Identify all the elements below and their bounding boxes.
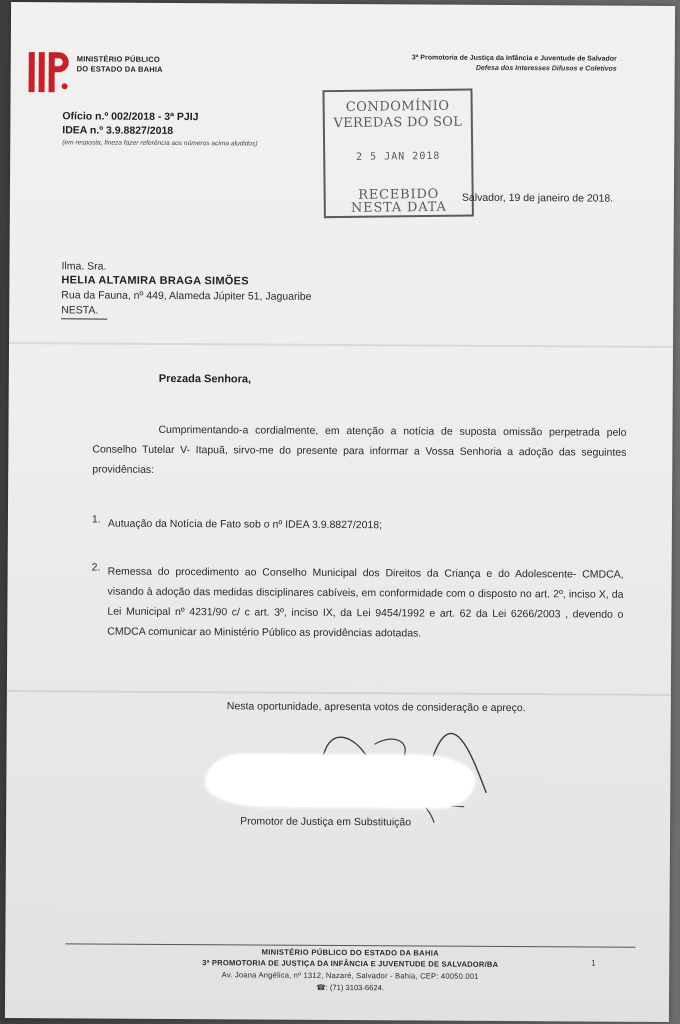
org-name-line2: DO ESTADO DA BAHIA: [76, 64, 163, 74]
stamp-line1: CONDOMÍNIO: [345, 98, 450, 115]
letter-paragraph: [92, 419, 626, 482]
paper-fold-line: [7, 690, 671, 696]
recipient-salutation: Ilma. Sra.: [61, 260, 107, 273]
list-item-text: Remessa do procedimento ao Conselho Municipal dos Direitos da Criança e do Adolescente- CMDCA, visando à adoção das medidas disciplinares cabíveis, em conformidade com o disposto no art. 2º, inciso X, da Lei Municipal nº 4231/90 c/ c art. 3º, inciso IX, da Lei 9454/1992 e art. 62 da Lei 6266/2003 , devendo o CMDCA comunicar ao Ministério Público as providências adotadas.: [107, 565, 624, 640]
footer-promotoria: 3ª PROMOTORIA DE JUSTIÇA DA INFÂNCIA E JUVENTUDE DE SALVADOR/BA: [202, 958, 499, 969]
stamp-line3: RECEBIDO: [358, 186, 440, 203]
redaction-blur: [206, 754, 474, 808]
idea-number: IDEA n.º 3.9.8827/2018: [62, 124, 174, 137]
footer-address: Av. Joana Angélica, nº 1312, Nazaré, Salvador - Bahia, CEP: 40050.001: [221, 970, 479, 981]
reference-note: (em resposta, fineza fazer referência aos números acima aludidos): [62, 139, 258, 148]
recipient-city: NESTA.: [61, 304, 99, 317]
list-item-number: 1.: [91, 513, 101, 526]
promotoria-subtitle: Defesa dos Interesses Difusos e Coletivos: [475, 64, 617, 73]
list-item-text: Autuação da Notícia de Fato sob o nº IDEA 3.9.8827/2018;: [107, 517, 383, 532]
document-date: Salvador, 19 de janeiro de 2018.: [461, 191, 614, 205]
received-stamp: [322, 89, 473, 219]
paragraph-text: Cumprimentando-a cordialmente, em atenção a notícia de suposta omissão perpetrada pelo Conselho Tutelar V- Itapuã, sirvo-me do presente para informar a Vossa Senhoria a adoção das seguintes providências:: [92, 423, 627, 476]
paper-fold-line: [9, 342, 673, 348]
promotoria-title: 3ª Promotoria de Justiça da Infância e Juventude de Salvador: [411, 54, 617, 63]
city-underline: [61, 318, 107, 319]
stamp-line4: NESTA DATA: [350, 199, 447, 216]
list-item-number: 2.: [91, 561, 101, 574]
recipient-address: Rua da Fauna, nº 449, Alameda Júpiter 51, Jaguaribe: [61, 289, 312, 303]
oficio-number: Ofício n.º 002/2018 - 3ª PJIJ: [62, 110, 199, 124]
stamp-line2: VEREDAS DO SOL: [333, 114, 463, 132]
organization-name: [77, 54, 163, 75]
org-name-line1: MINISTÉRIO PÚBLICO: [76, 54, 160, 64]
closing-line: Nesta oportunidade, apresenta votos de consideração e apreço.: [226, 700, 526, 715]
footer-org: MINISTÉRIO PÚBLICO DO ESTADO DA BAHIA: [261, 947, 439, 958]
signatory-title: Promotor de Justiça em Substituição: [240, 815, 412, 829]
footer-phone: ☎: (71) 3103-6624.: [316, 982, 384, 993]
stamp-date: 2 5 JAN 2018: [356, 150, 441, 163]
letter-greeting: Prezada Senhora,: [158, 372, 252, 386]
document-page: [5, 2, 675, 1022]
mp-logo-icon: [27, 46, 71, 98]
page-number: 1: [591, 958, 596, 968]
recipient-name: HELIA ALTAMIRA BRAGA SIMÕES: [61, 274, 250, 288]
